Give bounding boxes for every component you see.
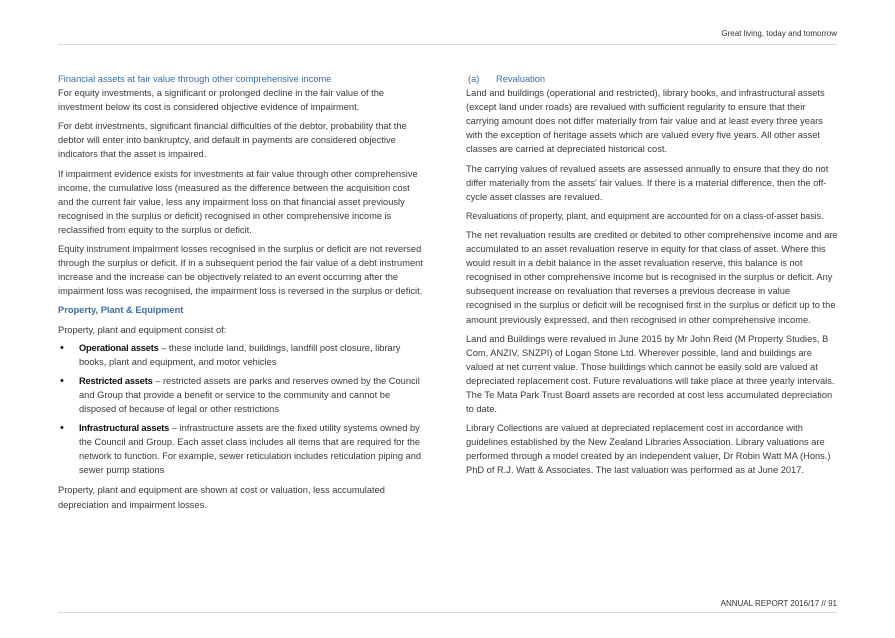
bullet-term: Operational assets [79,342,159,353]
paragraph: If impairment evidence exists for investments at fair value through other comprehensive income, the cumulative loss (measured as the difference between the acquisition cost and the current fair value, less any impairment loss on that financial asset previously recognised in the surplus or deficit) recognised in other comprehensive income is reclassified from equity to the surplus or deficit. [58,168,418,235]
paragraph: Library Collections are valued at depreciated replacement cost in accordance with guidelines established by the New Zealand Libraries Association. Library valuations are performed through a model created by an independent valuer, Dr Robin Watt MA (Hons.) PhD of R.J. Watt & Associates. The last valuation was performed as at June 2017. [466,423,831,476]
subsection-number: (a) [468,74,480,84]
header-tagline: Great living, today and tomorrow [721,29,837,38]
subsection-title: Revaluation [496,74,546,84]
paragraph: Revaluations of property, plant, and equipment are accounted for on a class-of-asset basis. [466,210,824,221]
paragraph: Property, plant and equipment are shown at cost or valuation, less accumulated depreciation and impairment losses. [58,485,385,510]
footer-rule [58,612,837,613]
paragraph: Property, plant and equipment consist of: [58,324,227,335]
right-column [466,72,838,483]
paragraph: Land and buildings (operational and restricted), library books, and infrastructural assets (except land under roads) are revalued with sufficient regularity to ensure that their carrying amount does not differ materially from fair value and at least every three years with the exception of heritage assets which are valued every five years. All other asset classes are carried at depreciated historical cost. [466,88,825,155]
paragraph: For debt investments, significant financial difficulties of the debtor, probability that the debtor will enter into bankruptcy, and default in payments are considered objective indicators that the asset is impaired. [58,121,407,160]
list-item [58,341,426,369]
section-heading-ppe: Property, Plant & Equipment [58,305,184,316]
paragraph: The carrying values of revalued assets are assessed annually to ensure that they do not differ materially from the assets' fair values. If there is a material difference, then the off-cycle asset classes are revalued. [466,163,829,202]
bullet-text: – infrastructure assets are the fixed utility systems owned by the Council and Group. Each asset class includes all items that are required for the network to function. For example, sewer reticulation includes reticulation piping and sewer pump stations [79,423,422,476]
bullet-term: Infrastructural assets [79,423,170,434]
bullet-icon: • [60,374,64,387]
subsection-heading [466,72,838,86]
page-footer: ANNUAL REPORT 2016/17 // 91 [720,599,837,608]
paragraph: The net revaluation results are credited or debited to other comprehensive income and are accumulated to an asset revaluation reserve in equity for that class of asset. Where this would result in a debit balance in the asset revaluation reserve, this balance is not recognised in other comprehensive income but is recognised in the surplus or deficit. Any subsequent increase on revaluation that reverses a previous decrease in value recognised in the surplus or deficit will be recognised first in the surplus or deficit up to the amount previously expressed, and then recognised in other comprehensive income. [466,229,838,325]
paragraph: Equity instrument impairment losses recognised in the surplus or deficit are not reversed through the surplus or deficit. If in a subsequent period the fair value of a debt instrument increase and the increase can be objectively related to an event occurring after the impairment loss was recognised, the impairment loss is reversed in the surplus or deficit. [58,244,423,297]
list-item [58,374,426,416]
list-item [58,421,426,477]
paragraph: For equity investments, a significant or prolonged decline in the fair value of the investment below its cost is considered objective evidence of impairment. [58,88,385,113]
bullet-text: – these include land, buildings, landfill post closure, library books, plant and equipment, and motor vehicles [79,342,401,367]
header-rule [58,44,837,45]
section-heading-fvoci: Financial assets at fair value through other comprehensive income [58,74,332,84]
left-column [58,72,426,517]
bullet-icon: • [60,341,64,354]
bullet-term: Restricted assets [79,375,153,386]
bullet-icon: • [60,422,64,435]
asset-class-list [58,341,426,478]
bullet-text: – restricted assets are parks and reserves owned by the Council and Group that provide a benefit or service to the community and cannot be disposed of because of legal or other restrictions [79,375,420,414]
paragraph: Land and Buildings were revalued in June 2015 by Mr John Reid (M Property Studies, B Com, ANZIV, SNZPI) of Logan Stone Ltd. Wherever possible, land and buildings are valued at net current value. Those buildings which cannot be easily sold are valued at depreciated replacement cost. Future revaluations will take place at three yearly intervals. The Te Mata Park Trust Board assets are recorded at cost less accumulated depreciation to date. [466,333,835,415]
